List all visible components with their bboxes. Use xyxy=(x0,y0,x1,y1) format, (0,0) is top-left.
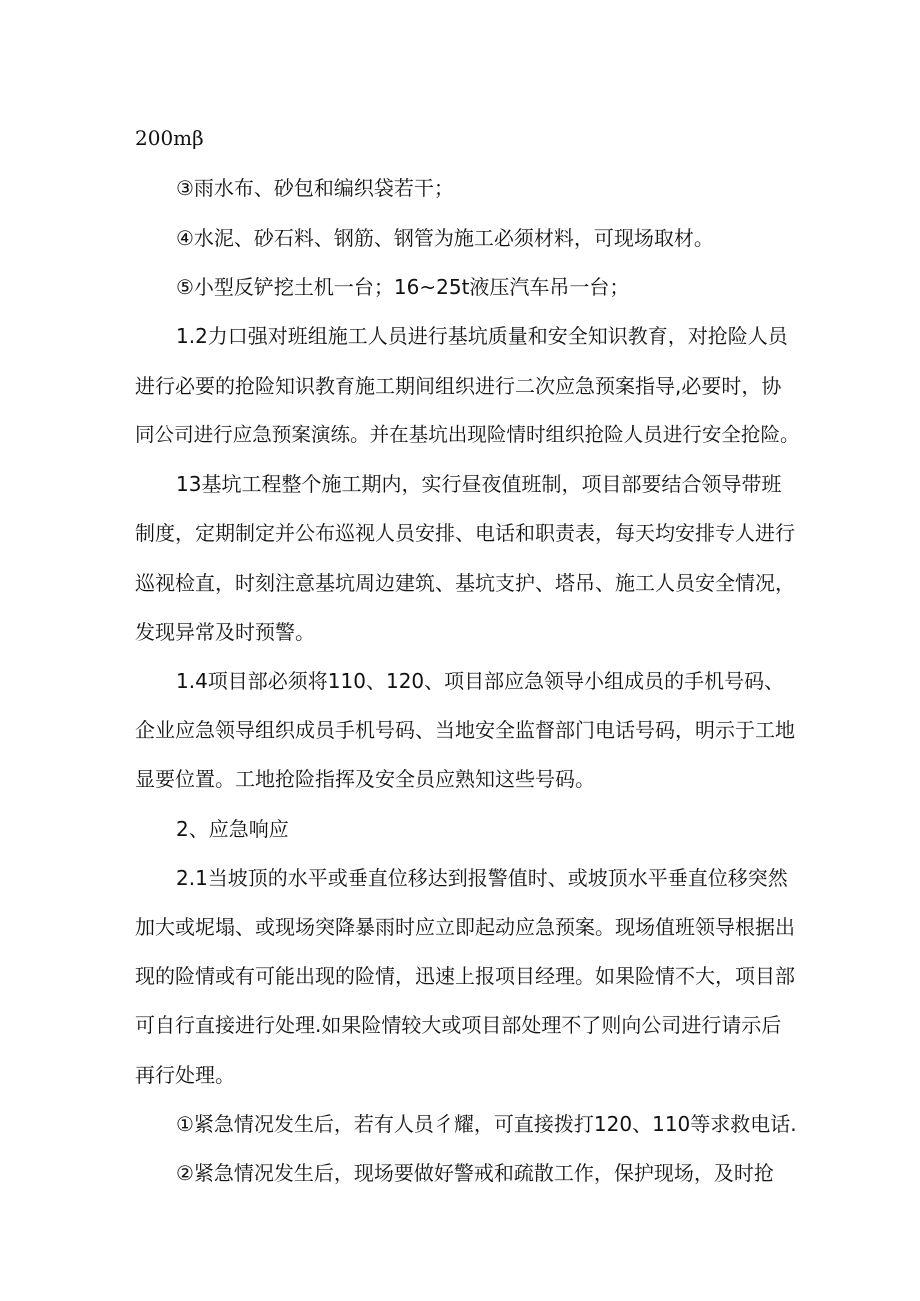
text-line-21: ①紧急情况发生后，若有人员彳耀，可直接拨打120、110等求救电话. xyxy=(176,1112,797,1136)
text-line-9: 制度，定期制定并公布巡视人员安排、电话和职责表，每天均安排专人进行 xyxy=(135,521,795,545)
text-line-16: 2.1当坡顶的水平或垂直位移达到报警值时、或坡顶水平垂直位移突然 xyxy=(176,866,788,890)
text-line-13: 企业应急领导组织成员手机号码、当地安全监督部门电话号码，明示于工地 xyxy=(135,718,795,742)
text-line-1: 200mβ xyxy=(135,126,204,150)
text-line-2: ③雨水布、砂包和编织袋若干； xyxy=(176,176,454,200)
text-line-19: 可自行直接进行处理.如果险情较大或项目部处理不了则向公司进行请示后 xyxy=(135,1013,782,1037)
text-line-17: 加大或坭塌、或现场突降暴雨时应立即起动应急预案。现场值班领导根据出 xyxy=(135,915,795,939)
text-line-22: ②紧急情况发生后，现场要做好警戒和疏散工作，保护现场，及时抢 xyxy=(176,1161,774,1185)
text-line-4: ⑤小型反铲挖土机一台；16~25t液压汽车吊一台； xyxy=(176,275,630,299)
text-line-3: ④水泥、砂石料、钢筋、钢管为施工必须材料，可现场取材。 xyxy=(176,226,714,250)
text-line-11: 发现异常及时预警。 xyxy=(135,620,315,644)
text-line-7: 同公司进行应急预案演练。并在基坑出现险情时组织抢险人员进行安全抢险。 xyxy=(135,423,800,446)
text-line-20: 再行处理。 xyxy=(135,1063,235,1087)
text-line-8: 13基坑工程整个施工期内，实行昼夜值班制，项目部要结合领导带班 xyxy=(176,472,782,496)
text-line-12: 1.4项目部必须将110、120、项目部应急领导小组成员的手机号码、 xyxy=(176,669,785,693)
text-line-10: 巡视检直，时刻注意基坑周边建筑、基坑支护、塔吊、施工人员安全情况， xyxy=(135,571,795,595)
text-line-5: 1.2力口强对班组施工人员进行基坑质量和安全知识教育，对抢险人员 xyxy=(176,324,788,348)
text-line-6: 进行必要的抢险知识教育施工期间组织进行二次应急预案指导,必要时，协 xyxy=(135,374,782,398)
text-line-18: 现的险情或有可能出现的险情，迅速上报项目经理。如果险情不大，项目部 xyxy=(135,964,795,988)
text-line-15: 2、应急响应 xyxy=(176,817,289,841)
text-line-14: 显要位置。工地抢险指挥及安全员应熟知这些号码。 xyxy=(135,767,595,791)
